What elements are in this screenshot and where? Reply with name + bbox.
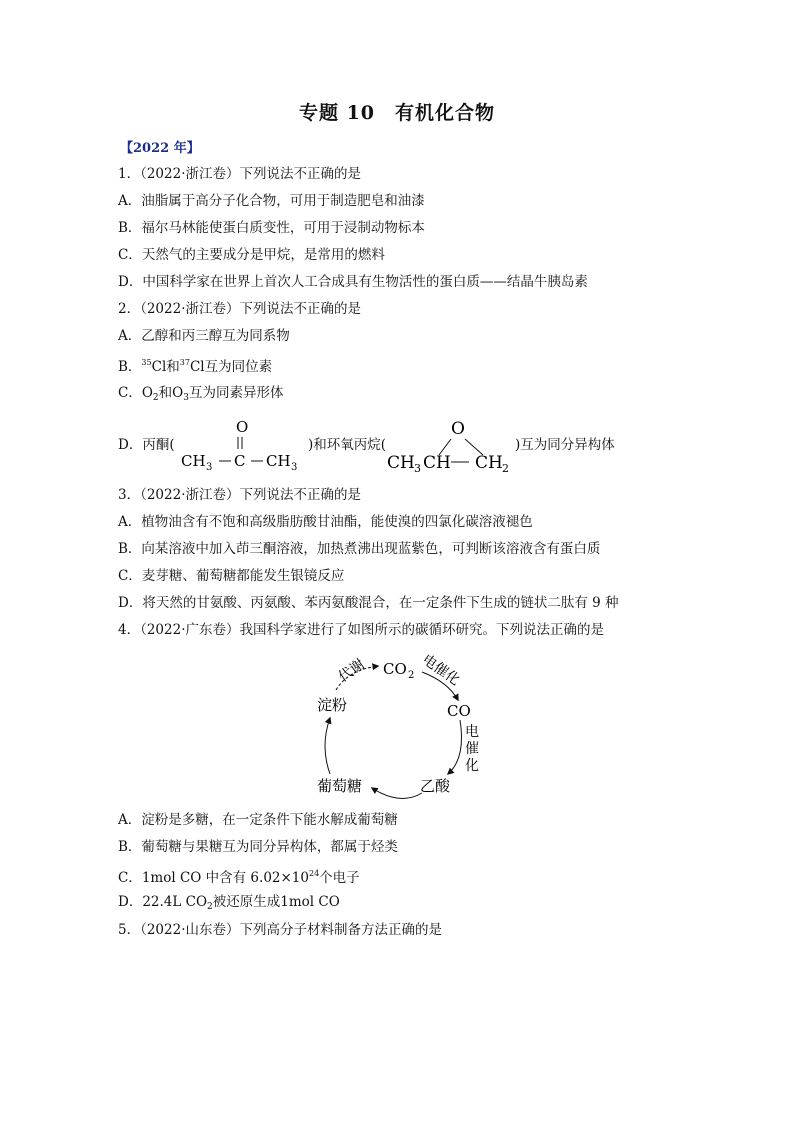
q3-option-d: D．将天然的甘氨酸、丙氨酸、苯丙氨酸混合，在一定条件下生成的链状二肽有 9 种 [118,595,619,611]
label-metabolism: 代谢 [335,656,368,686]
q2-option-a: A．乙醇和丙三醇互为同系物 [118,328,290,344]
svg-text:3: 3 [206,462,213,473]
q4-option-c: C．1mol CO 中含有 $6.02\times 10^{24}$个电子 [118,869,360,886]
node-glucose: 葡萄糖 [317,777,363,795]
q3-option-a: A．植物油含有不饱和高级脂肪酸甘油酯，能使溴的四氯化碳溶液褪色 [118,514,533,530]
q2-option-b: B．$^{35}$Cl和$^{37}$Cl互为同位素 [118,358,273,375]
svg-text:2: 2 [502,462,509,475]
carbon-cycle-diagram [300,648,500,808]
svg-text:3: 3 [291,462,298,473]
year-tag: 【2022 年】 [120,141,200,156]
svg-text:CH: CH [423,453,451,473]
node-acetic-acid: 乙酸 [420,777,451,795]
q3-option-c: C．麦芽糖、葡萄糖都能发生银镜反应 [118,568,345,584]
q1-option-c: C．天然气的主要成分是甲烷，是常用的燃料 [118,247,385,263]
q4-option-a: A．淀粉是多糖，在一定条件下能水解成葡萄糖 [118,812,398,828]
acetone-structure [175,415,310,475]
q2-option-d-suffix: )互为同分异构体 [515,437,615,453]
arrow-co-to-acid [448,720,462,774]
q2-option-d-prefix: D．丙酮( [118,437,175,453]
q4-option-b: B．葡萄糖与果糖互为同分异构体，都属于烃类 [118,839,398,855]
q3-option-b: B．向某溶液中加入茚三酮溶液，加热煮沸出现蓝紫色，可判断该溶液含有蛋白质 [118,541,601,557]
svg-text:3: 3 [414,462,421,475]
page-title: 专题 10 有机化合物 [298,102,496,124]
label-electrocatalysis-1: 电催化 [419,651,463,689]
svg-text:CH: CH [266,452,291,470]
svg-text:2: 2 [408,670,415,681]
svg-text:O: O [451,419,465,439]
svg-text:催: 催 [465,741,479,757]
svg-text:CH: CH [181,452,206,470]
q2-option-d-mid: )和环氧丙烷( [308,437,387,453]
q2-option-c: C．$O_2$和$O_3$互为同素异形体 [118,385,284,403]
q5-stem: 5．（2022·山东卷）下列高分子材料制备方法正确的是 [118,922,442,938]
q1-stem: 1．（2022·浙江卷）下列说法不正确的是 [118,166,361,182]
node-starch: 淀粉 [317,696,348,714]
arrow-glucose-to-starch [325,718,330,774]
svg-text:O: O [236,418,249,436]
q1-option-b: B．福尔马林能使蛋白质变性，可用于浸制动物标本 [118,220,425,236]
q4-stem: 4．（2022·广东卷）我国科学家进行了如图所示的碳循环研究。下列说法正确的是 [118,622,604,638]
q2-stem: 2．（2022·浙江卷）下列说法不正确的是 [118,301,361,317]
q1-option-a: A．油脂属于高分子化合物，可用于制造肥皂和油漆 [118,193,425,209]
svg-text:CH: CH [387,453,415,473]
node-co: CO [447,702,471,720]
q1-option-d: D．中国科学家在世界上首次人工合成具有生物活性的蛋白质——结晶牛胰岛素 [118,274,588,290]
arrow-acid-to-glucose [372,788,422,798]
label-electrocatalysis-2: 化 [465,758,479,774]
q3-stem: 3．（2022·浙江卷）下列说法不正确的是 [118,487,361,503]
svg-text:电: 电 [465,724,479,740]
svg-text:C: C [234,452,246,470]
node-co2: CO [383,660,407,678]
svg-text:CH: CH [475,453,503,473]
q4-option-d: D．22.4L $CO_2$被还原生成1mol CO [118,894,340,912]
epoxypropane-structure [383,415,518,475]
